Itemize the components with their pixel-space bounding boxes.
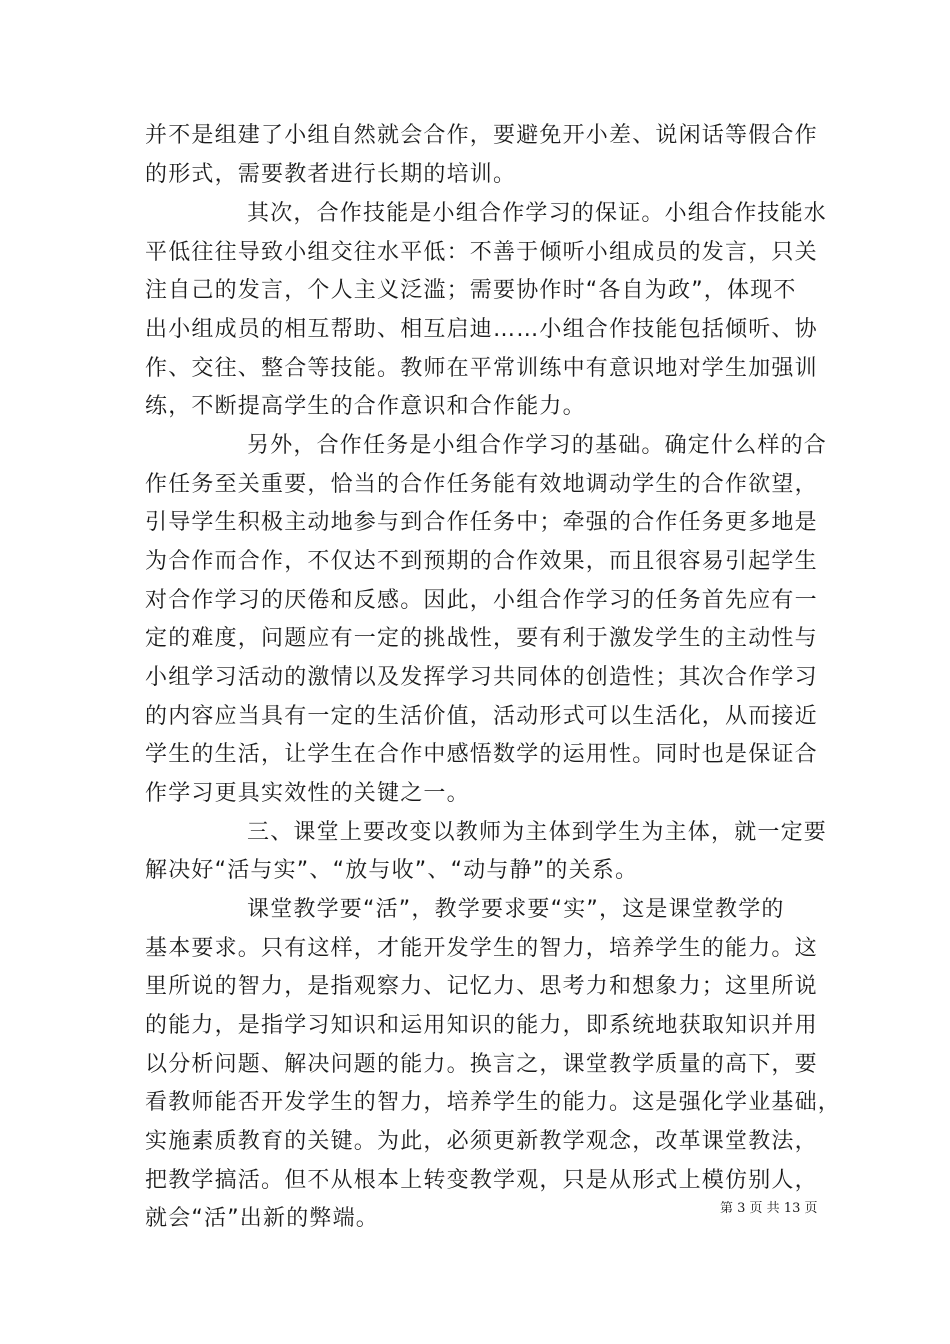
- text-line: 的内容应当具有一定的生活价值，活动形式可以生活化，从而接近: [145, 704, 818, 729]
- text-line: 就会“活”出新的弊端。: [145, 1206, 379, 1231]
- text-line: 小组学习活动的激情以及发挥学习共同体的创造性；其次合作学习: [145, 665, 818, 690]
- text-line: 为合作而合作，不仅达不到预期的合作效果，而且很容易引起学生: [145, 549, 818, 574]
- page-number: 第 3 页 共 13 页: [720, 1201, 818, 1216]
- text-line: 作任务至关重要，恰当的合作任务能有效地调动学生的合作欲望，: [145, 472, 818, 497]
- text-line: 基本要求。只有这样，才能开发学生的智力，培养学生的能力。这: [145, 936, 818, 961]
- text-line: 引导学生积极主动地参与到合作任务中；牵强的合作任务更多地是: [145, 510, 818, 535]
- text-line: 对合作学习的厌倦和反感。因此，小组合作学习的任务首先应有一: [145, 588, 818, 613]
- text-line: 解决好“活与实”、“放与收”、“动与静”的关系。: [145, 858, 639, 883]
- text-line: 作、交往、整合等技能。教师在平常训练中有意识地对学生加强训: [145, 356, 818, 381]
- text-line: 把教学搞活。但不从根本上转变教学观，只是从形式上模仿别人，: [145, 1168, 818, 1193]
- text-line: 里所说的智力，是指观察力、记忆力、思考力和想象力；这里所说: [145, 974, 818, 999]
- text-line: 练，不断提高学生的合作意识和合作能力。: [145, 394, 586, 419]
- text-line: 以分析问题、解决问题的能力。换言之，课堂教学质量的高下，要: [145, 1052, 818, 1077]
- text-line: 其次，合作技能是小组合作学习的保证。小组合作技能水: [247, 201, 828, 226]
- text-line: 实施素质教育的关键。为此，必须更新教学观念，改革课堂教法，: [145, 1129, 818, 1154]
- text-line: 学生的生活，让学生在合作中感悟数学的运用性。同时也是保证合: [145, 742, 818, 767]
- text-line: 平低往往导致小组交往水平低：不善于倾听小组成员的发言，只关: [145, 240, 818, 265]
- text-line: 的能力，是指学习知识和运用知识的能力，即系统地获取知识并用: [145, 1013, 818, 1038]
- text-line: 看教师能否开发学生的智力，培养学生的能力。这是强化学业基础，: [145, 1090, 842, 1115]
- text-line: 定的难度，问题应有一定的挑战性，要有利于激发学生的主动性与: [145, 626, 818, 651]
- text-line: 并不是组建了小组自然就会合作，要避免开小差、说闲话等假合作: [145, 123, 818, 148]
- text-line: 三、课堂上要改变以教师为主体到学生为主体，就一定要: [247, 820, 828, 845]
- text-line: 课堂教学要“活”，教学要求要“实”，这是课堂教学的: [247, 897, 785, 922]
- text-line: 注自己的发言，个人主义泛滥；需要协作时“各自为政”，体现不: [145, 278, 797, 303]
- text-line: 出小组成员的相互帮助、相互启迪……小组合作技能包括倾听、协: [145, 317, 818, 342]
- text-line: 作学习更具实效性的关键之一。: [145, 781, 470, 806]
- text-line: 的形式，需要教者进行长期的培训。: [145, 162, 517, 187]
- text-line: 另外，合作任务是小组合作学习的基础。确定什么样的合: [247, 433, 828, 458]
